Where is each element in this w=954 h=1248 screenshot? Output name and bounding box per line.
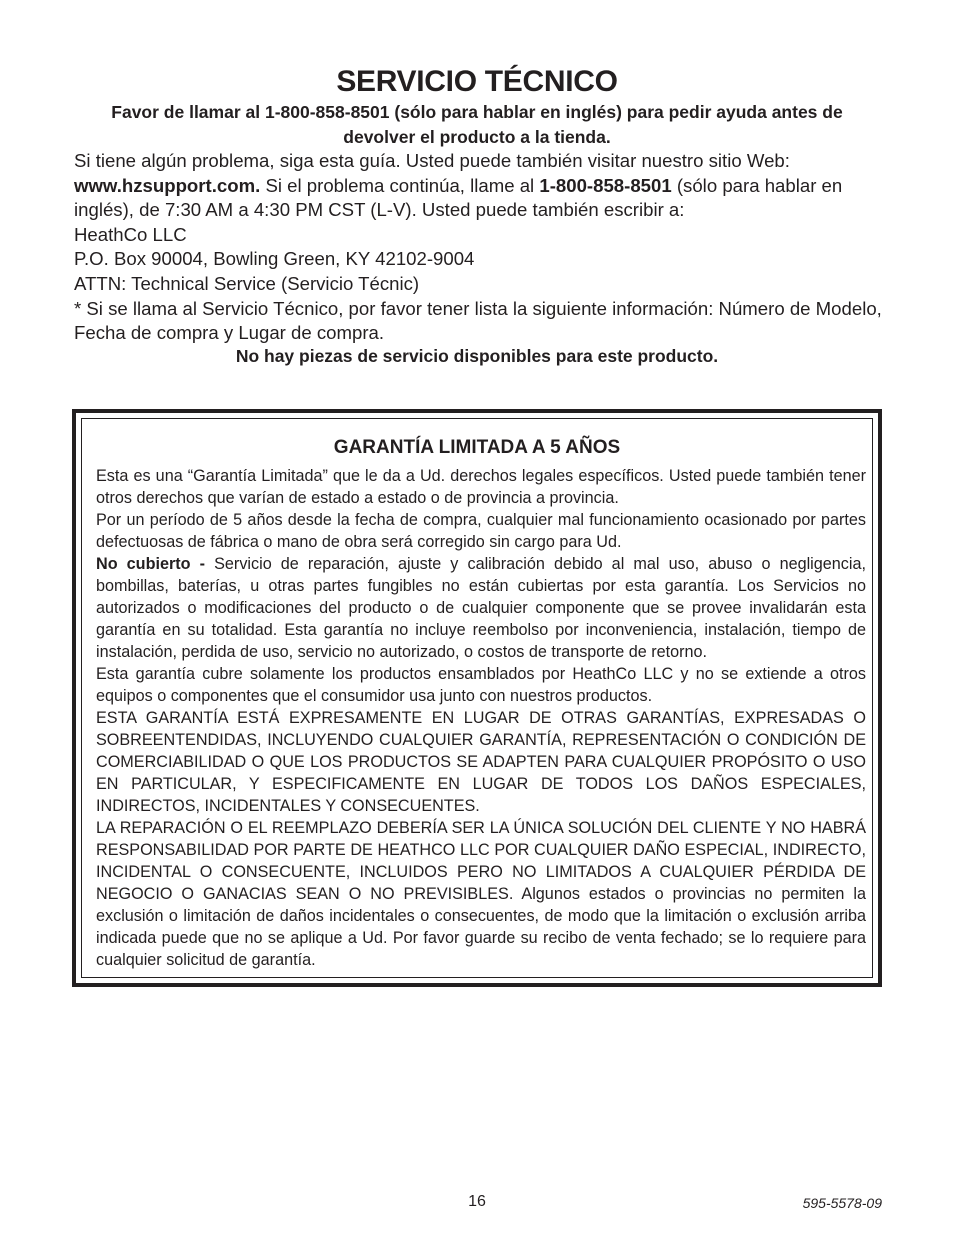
no-parts-notice: No hay piezas de servicio disponibles para este producto.	[235, 346, 719, 366]
warranty-paragraph: Esta garantía cubre solamente los productos ensamblados por HeathCo LLC y no se extiende a otros equipos o componentes que el consumidor usa junto con nuestros productos.	[96, 665, 866, 705]
intro-text: Si tiene algún problema, siga esta guía. Usted puede también visitar nuestro sitio Web:	[74, 150, 790, 171]
service-intro	[74, 149, 882, 223]
warranty-liability: LA REPARACIÓN O EL REEMPLAZO DEBERÍA SER LA ÚNICA SOLUCIÓN DEL CLIENTE Y NO HABRÁ RESPONSABILIDAD POR PARTE DE HEATHCO LLC POR CUALQUIER DAÑO ESPECIAL, INDIRECTO, INCIDENTAL O CONSECUENTE, INCLUIDOS PERO NO LIMITADOS A CUALQUIER PÉRDIDA DE NEGOCIO O GANACIAS SEAN O NO PREVISIBLES. Algunos estados o provincias no permiten la exclusión o limitación de daños incidentales o consecuentes, de modo que la limitación o exclusión arriba indicada puede que no se aplique a Ud. Por favor guarde su recibo de venta fechado; se lo requiere para cualquier solicitud de garantía.	[96, 819, 866, 969]
document-code: 595-5578-09	[802, 1195, 882, 1211]
warranty-text	[96, 465, 866, 971]
warranty-title: GARANTÍA LIMITADA A 5 AÑOS	[333, 437, 621, 458]
intro-text-2: Si el problema continúa, llame al	[260, 174, 540, 196]
phone-number: 1-800-858-8501	[539, 174, 672, 196]
address-line-po-box: P.O. Box 90004, Bowling Green, KY 42102-9004	[74, 248, 475, 270]
warranty-disclaimer: ESTA GARANTÍA ESTÁ EXPRESAMENTE EN LUGAR DE OTRAS GARANTÍAS, EXPRESADAS O SOBREENTENDIDAS, INCLUYENDO CUALQUIER GARANTÍA, REPRESENTACIÓN O CONDICIÓN DE COMERCIABILIDAD O QUE LOS PRODUCTOS SE ADAPTEN PARA CUALQUIER PROPÓSITO O USO EN PARTICULAR, Y ESPECIFICAMENTE EN LUGAR DE TODOS LOS DAÑOS ESPECIALES, INDIRECTOS, INCIDENTALES Y CONSECUENTES.	[96, 709, 866, 815]
warranty-not-covered	[96, 553, 866, 663]
intro-text-3: (sólo para hablar en inglés), de 7:30 AM a 4:30 PM CST (L-V). Usted puede también escribir a:	[74, 174, 843, 221]
address-line-company: HeathCo LLC	[74, 223, 187, 245]
service-note: * Si se llama al Servicio Técnico, por favor tener lista la siguiente información: Número de Modelo, Fecha de compra y Lugar de compra.	[74, 297, 882, 344]
page-title: SERVICIO TÉCNICO	[336, 65, 618, 98]
page-number: 16	[468, 1193, 486, 1210]
warranty-box	[72, 409, 882, 987]
warranty-paragraph: Esta es una “Garantía Limitada” que le da a Ud. derechos legales específicos. Usted puede también tener otros derechos que varían de estado a estado o de provincia a provincia.	[96, 467, 866, 507]
website-link[interactable]: www.hzsupport.com.	[74, 174, 261, 196]
warranty-box-inner	[81, 418, 873, 978]
address-line-attn: ATTN: Technical Service (Servicio Técnic)	[74, 272, 420, 294]
not-covered-text: Servicio de reparación, ajuste y calibración debido al mal uso, abuso o negligencia, bombillas, baterías, u otras partes fungibles no están cubiertas por esta garantía. Los Servicios no autorizados o modificaciones del producto o de cualquier componente que se provee invalidarán esta garantía en su totalidad. Esta garantía no incluye reembolso por inconveniencia, instalación, tiempo de instalación, perdida de uso, servicio no autorizado, o costos de transporte de retorno.	[96, 555, 866, 661]
not-covered-label: No cubierto -	[96, 555, 206, 573]
service-body	[74, 149, 882, 346]
warranty-paragraph: Por un período de 5 años desde la fecha de compra, cualquier mal funcionamiento ocasionado por partes defectuosas de fábrica o mano de obra será corregido sin cargo para Ud.	[96, 511, 866, 551]
service-call-instructions: Favor de llamar al 1-800-858-8501 (sólo para hablar en inglés) para pedir ayuda antes de devolver el producto a la tienda.	[111, 102, 843, 147]
